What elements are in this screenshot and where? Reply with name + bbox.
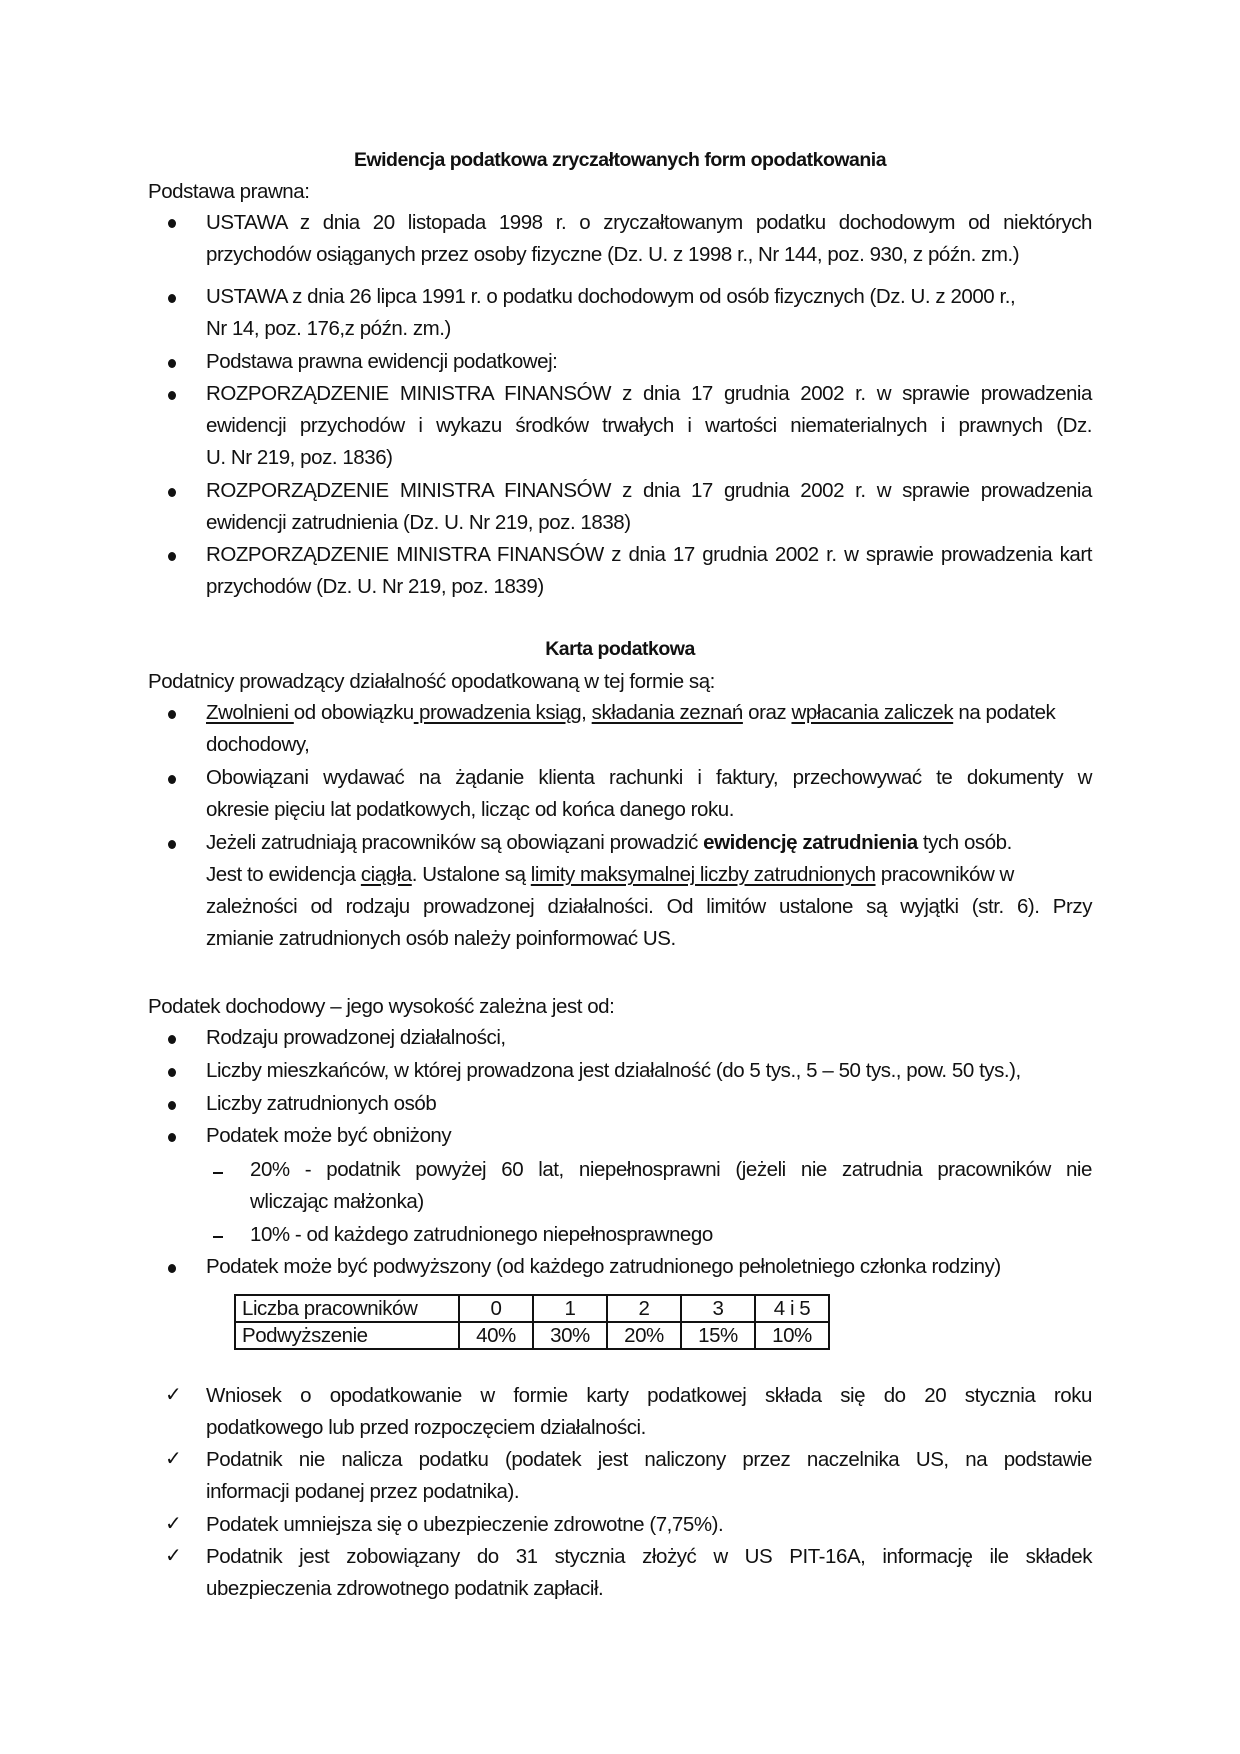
reduction-1-line-1: 20% - podatnik powyżej 60 lat, niepełnosprawni (jeżeli nie zatrudnia pracowników nie: [250, 1158, 1092, 1181]
legal-item-2-line-2: Nr 14, poz. 176,z późn. zm.): [206, 317, 451, 340]
dash-icon: [213, 1172, 223, 1174]
note-2-line-2: informacji podanej przez podatnika).: [206, 1480, 520, 1503]
table-row: [235, 1322, 829, 1349]
checkmark-icon: ✓: [165, 1382, 182, 1406]
legal-item-4-line-2: ewidencji przychodów i wykazu środków trwałych i wartości niematerialnych i prawnych (Dz.: [206, 414, 1092, 437]
document-title: Ewidencja podatkowa zryczałtowanych form opodatkowania: [353, 149, 887, 171]
karta-item-1-line-1: Zwolnieni od obowiązku prowadzenia ksiąg, składania zeznań oraz wpłacania zaliczek na podatek: [206, 701, 1056, 724]
bullet-icon: [168, 1035, 176, 1044]
note-2-line-1: Podatnik nie nalicza podatku (podatek jest naliczony przez naczelnika US, na podstawie: [206, 1448, 1092, 1471]
karta-item-3-line-4: zmianie zatrudnionych osób należy poinformować US.: [206, 927, 676, 950]
bullet-icon: [168, 1133, 176, 1142]
table-header-cell: 3: [681, 1295, 755, 1322]
bullet-icon: [168, 1101, 176, 1110]
table-header-cell: 4 i 5: [755, 1295, 829, 1322]
karta-item-3-line-3: zależności od rodzaju prowadzonej działalności. Od limitów ustalone są wyjątki (str. 6). Przy: [206, 895, 1092, 918]
legal-item-3-line-1: Podstawa prawna ewidencji podatkowej:: [206, 350, 558, 373]
legal-item-6-line-2: przychodów (Dz. U. Nr 219, poz. 1839): [206, 575, 544, 598]
note-4-line-2: ubezpieczenia zdrowotnego podatnik zapłacił.: [206, 1577, 604, 1600]
table-cell: Podwyższenie: [235, 1322, 459, 1349]
note-1-line-1: Wniosek o opodatkowanie w formie karty podatkowej składa się do 20 stycznia roku: [206, 1384, 1092, 1407]
table-row: [235, 1295, 829, 1322]
bullet-icon: [168, 219, 176, 228]
bullet-icon: [168, 840, 176, 849]
income-factor-1: Rodzaju prowadzonej działalności,: [206, 1026, 506, 1049]
bullet-icon: [168, 775, 176, 784]
legal-item-5-line-1: ROZPORZĄDZENIE MINISTRA FINANSÓW z dnia 17 grudnia 2002 r. w sprawie prowadzenia: [206, 479, 1092, 502]
table-cell: 20%: [607, 1322, 681, 1349]
bullet-icon: [168, 1264, 176, 1273]
dash-icon: [213, 1236, 223, 1238]
reduction-2: 10% - od każdego zatrudnionego niepełnosprawnego: [250, 1223, 713, 1246]
note-4-line-1: Podatnik jest zobowiązany do 31 stycznia złożyć w US PIT-16A, informację ile składek: [206, 1545, 1092, 1568]
increase-item: Podatek może być podwyższony (od każdego zatrudnionego pełnoletniego członka rodziny): [206, 1255, 1001, 1278]
bullet-icon: [168, 710, 176, 719]
increase-table: [234, 1294, 830, 1350]
reduction-1-line-2: wliczając małżonka): [250, 1190, 424, 1213]
table-cell: 15%: [681, 1322, 755, 1349]
legal-item-2-line-1: USTAWA z dnia 26 lipca 1991 r. o podatku dochodowym od osób fizycznych (Dz. U. z 2000 r.,: [206, 285, 1016, 308]
section-title-karta: Karta podatkowa: [545, 638, 695, 660]
table-header-cell: 2: [607, 1295, 681, 1322]
karta-intro: Podatnicy prowadzący działalność opodatkowaną w tej formie są:: [148, 670, 715, 693]
bullet-icon: [168, 552, 176, 561]
checkmark-icon: ✓: [165, 1446, 182, 1470]
income-tax-intro: Podatek dochodowy – jego wysokość zależna jest od:: [148, 995, 615, 1018]
legal-item-5-line-2: ewidencji zatrudnienia (Dz. U. Nr 219, poz. 1838): [206, 511, 631, 534]
checkmark-icon: ✓: [165, 1543, 182, 1567]
table-header-cell: 1: [533, 1295, 607, 1322]
legal-basis-label: Podstawa prawna:: [148, 180, 310, 203]
bullet-icon: [168, 1068, 176, 1077]
table-cell: 30%: [533, 1322, 607, 1349]
karta-item-3-line-1: Jeżeli zatrudniają pracowników są obowiązani prowadzić ewidencję zatrudnienia tych osób.: [206, 831, 1012, 854]
income-factor-4: Podatek może być obniżony: [206, 1124, 452, 1147]
legal-item-4-line-3: U. Nr 219, poz. 1836): [206, 446, 393, 469]
table-cell: 40%: [459, 1322, 533, 1349]
karta-item-3-line-2: Jest to ewidencja ciągła. Ustalone są limity maksymalnej liczby zatrudnionych pracowników w: [206, 863, 1014, 886]
karta-item-1-line-2: dochodowy,: [206, 733, 310, 756]
checkmark-icon: ✓: [165, 1511, 182, 1535]
bullet-icon: [168, 488, 176, 497]
bullet-icon: [168, 391, 176, 400]
table-header-cell: Liczba pracowników: [235, 1295, 459, 1322]
income-factor-2: Liczby mieszkańców, w której prowadzona jest działalność (do 5 tys., 5 – 50 tys., pow. 50 tys.),: [206, 1059, 1021, 1082]
legal-item-1-line-1: USTAWA z dnia 20 listopada 1998 r. o zryczałtowanym podatku dochodowym od niektórych: [206, 211, 1092, 234]
legal-item-1-line-2: przychodów osiąganych przez osoby fizyczne (Dz. U. z 1998 r., Nr 144, poz. 930, z późn. zm.): [206, 243, 1020, 266]
income-factor-3: Liczby zatrudnionych osób: [206, 1092, 437, 1115]
table-header-cell: 0: [459, 1295, 533, 1322]
note-1-line-2: podatkowego lub przed rozpoczęciem działalności.: [206, 1416, 646, 1439]
legal-item-6-line-1: ROZPORZĄDZENIE MINISTRA FINANSÓW z dnia 17 grudnia 2002 r. w sprawie prowadzenia kart: [206, 543, 1092, 566]
note-3: Podatek umniejsza się o ubezpieczenie zdrowotne (7,75%).: [206, 1513, 724, 1536]
karta-item-2-line-2: okresie pięciu lat podatkowych, licząc od końca danego roku.: [206, 798, 734, 821]
legal-item-4-line-1: ROZPORZĄDZENIE MINISTRA FINANSÓW z dnia 17 grudnia 2002 r. w sprawie prowadzenia: [206, 382, 1092, 405]
bullet-icon: [168, 359, 176, 368]
bullet-icon: [168, 294, 176, 303]
karta-item-2-line-1: Obowiązani wydawać na żądanie klienta rachunki i faktury, przechowywać te dokumenty w: [206, 766, 1092, 789]
table-cell: 10%: [755, 1322, 829, 1349]
